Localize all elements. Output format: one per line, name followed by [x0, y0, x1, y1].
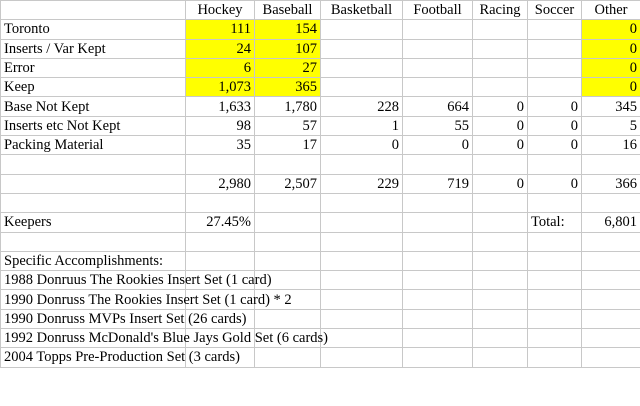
- table-cell[interactable]: [403, 20, 473, 39]
- table-row: [1, 78, 640, 97]
- table-cell[interactable]: 664: [403, 97, 473, 116]
- row-label[interactable]: Error: [1, 58, 186, 77]
- table-cell[interactable]: 0: [582, 78, 640, 97]
- table-cell[interactable]: [321, 20, 403, 39]
- table-cell[interactable]: 5: [582, 116, 640, 135]
- table-cell[interactable]: 0: [473, 136, 528, 155]
- row-label[interactable]: Toronto: [1, 20, 186, 39]
- empty-cell[interactable]: [582, 193, 640, 212]
- total-hockey[interactable]: 2,980: [186, 174, 255, 193]
- row-label[interactable]: Keep: [1, 78, 186, 97]
- table-cell[interactable]: 0: [582, 39, 640, 58]
- empty-cell[interactable]: [186, 155, 255, 174]
- header-row: [1, 1, 640, 20]
- table-cell[interactable]: [403, 39, 473, 58]
- row-label[interactable]: Base Not Kept: [1, 97, 186, 116]
- table-cell[interactable]: 55: [403, 116, 473, 135]
- table-cell[interactable]: 57: [255, 116, 321, 135]
- total-football[interactable]: 719: [403, 174, 473, 193]
- header-cell-blank[interactable]: [1, 1, 186, 20]
- table-cell[interactable]: [403, 58, 473, 77]
- accomplishments-heading[interactable]: Specific Accomplishments:: [1, 251, 186, 270]
- empty-cell[interactable]: [321, 193, 403, 212]
- header-other[interactable]: Other: [582, 1, 640, 20]
- row-label[interactable]: Inserts etc Not Kept: [1, 116, 186, 135]
- table-cell[interactable]: [528, 78, 582, 97]
- empty-cell[interactable]: [473, 213, 528, 232]
- empty-cell[interactable]: [186, 232, 255, 251]
- table-row: [1, 58, 640, 77]
- accomplishment-row: [1, 290, 640, 309]
- table-cell[interactable]: 1,073: [186, 78, 255, 97]
- empty-cell[interactable]: [582, 232, 640, 251]
- table-cell[interactable]: 1,633: [186, 97, 255, 116]
- empty-cell[interactable]: [1, 193, 186, 212]
- table-cell[interactable]: 0: [528, 136, 582, 155]
- total-basketball[interactable]: 229: [321, 174, 403, 193]
- header-football[interactable]: Football: [403, 1, 473, 20]
- table-cell[interactable]: [473, 58, 528, 77]
- empty-cell[interactable]: [321, 155, 403, 174]
- table-cell[interactable]: 35: [186, 136, 255, 155]
- table-cell[interactable]: 98: [186, 116, 255, 135]
- empty-cell[interactable]: [255, 213, 321, 232]
- empty-row: [1, 193, 640, 212]
- empty-cell[interactable]: [186, 193, 255, 212]
- accomplishments-heading-row: [1, 251, 640, 270]
- empty-row: [1, 155, 640, 174]
- table-cell[interactable]: [321, 78, 403, 97]
- empty-cell[interactable]: [473, 193, 528, 212]
- keepers-percent[interactable]: 27.45%: [186, 213, 255, 232]
- table-cell[interactable]: 27: [255, 58, 321, 77]
- header-baseball[interactable]: Baseball: [255, 1, 321, 20]
- empty-cell[interactable]: [1, 232, 186, 251]
- accomplishment-row: [1, 329, 640, 348]
- table-row: [1, 97, 640, 116]
- table-cell[interactable]: 365: [255, 78, 321, 97]
- table-cell[interactable]: 345: [582, 97, 640, 116]
- accomplishment-item[interactable]: 2004 Topps Pre-Production Set (3 cards): [1, 348, 186, 367]
- table-cell[interactable]: 0: [321, 136, 403, 155]
- empty-cell[interactable]: [528, 193, 582, 212]
- table-cell[interactable]: 154: [255, 20, 321, 39]
- empty-cell[interactable]: [403, 155, 473, 174]
- empty-cell[interactable]: [582, 155, 640, 174]
- table-cell[interactable]: 0: [582, 20, 640, 39]
- totals-row: [1, 174, 640, 193]
- table-cell[interactable]: 17: [255, 136, 321, 155]
- total-other[interactable]: 366: [582, 174, 640, 193]
- table-cell[interactable]: [473, 39, 528, 58]
- accomplishment-row: [1, 309, 640, 328]
- accomplishment-row: [1, 348, 640, 367]
- empty-cell[interactable]: [403, 193, 473, 212]
- header-soccer[interactable]: Soccer: [528, 1, 582, 20]
- table-cell[interactable]: 111: [186, 20, 255, 39]
- total-racing[interactable]: 0: [473, 174, 528, 193]
- table-row: [1, 136, 640, 155]
- table-row: [1, 20, 640, 39]
- keepers-label[interactable]: Keepers: [1, 213, 186, 232]
- empty-cell[interactable]: [1, 155, 186, 174]
- table-cell[interactable]: 0: [473, 116, 528, 135]
- accomplishment-item[interactable]: 1992 Donruss McDonald's Blue Jays Gold Set (6 cards): [1, 329, 186, 348]
- empty-cell[interactable]: [403, 213, 473, 232]
- table-cell[interactable]: 16: [582, 136, 640, 155]
- empty-row: [1, 232, 640, 251]
- table-cell[interactable]: 228: [321, 97, 403, 116]
- header-hockey[interactable]: Hockey: [186, 1, 255, 20]
- table-cell[interactable]: [528, 39, 582, 58]
- table-cell[interactable]: 1,780: [255, 97, 321, 116]
- row-label[interactable]: Packing Material: [1, 136, 186, 155]
- empty-cell[interactable]: [403, 232, 473, 251]
- table-cell[interactable]: [528, 58, 582, 77]
- header-basketball[interactable]: Basketball: [321, 1, 403, 20]
- keepers-row: [1, 213, 640, 232]
- empty-cell[interactable]: [255, 193, 321, 212]
- table-cell[interactable]: 107: [255, 39, 321, 58]
- table-cell[interactable]: [528, 20, 582, 39]
- empty-cell[interactable]: [255, 155, 321, 174]
- accomplishment-item[interactable]: 1990 Donruss The Rookies Insert Set (1 card) * 2: [1, 290, 186, 309]
- empty-cell[interactable]: [321, 232, 403, 251]
- table-cell[interactable]: [473, 20, 528, 39]
- table-row: [1, 39, 640, 58]
- total-value[interactable]: 6,801: [582, 213, 640, 232]
- table-row: [1, 116, 640, 135]
- table-cell[interactable]: 0: [528, 116, 582, 135]
- empty-cell[interactable]: [1, 174, 186, 193]
- table-cell[interactable]: [321, 58, 403, 77]
- table-cell[interactable]: [403, 78, 473, 97]
- empty-cell[interactable]: [528, 155, 582, 174]
- table-cell[interactable]: 1: [321, 116, 403, 135]
- empty-cell[interactable]: [473, 232, 528, 251]
- table-cell[interactable]: 0: [473, 97, 528, 116]
- total-label[interactable]: Total:: [528, 213, 582, 232]
- accomplishment-item[interactable]: 1990 Donruss MVPs Insert Set (26 cards): [1, 309, 186, 328]
- accomplishment-item[interactable]: 1988 Donruus The Rookies Insert Set (1 card): [1, 271, 186, 290]
- empty-cell[interactable]: [255, 232, 321, 251]
- header-racing[interactable]: Racing: [473, 1, 528, 20]
- table-cell[interactable]: 24: [186, 39, 255, 58]
- empty-cell[interactable]: [321, 213, 403, 232]
- table-cell[interactable]: 6: [186, 58, 255, 77]
- total-soccer[interactable]: 0: [528, 174, 582, 193]
- table-cell[interactable]: 0: [528, 97, 582, 116]
- total-baseball[interactable]: 2,507: [255, 174, 321, 193]
- empty-cell[interactable]: [473, 155, 528, 174]
- row-label[interactable]: Inserts / Var Kept: [1, 39, 186, 58]
- table-cell[interactable]: 0: [582, 58, 640, 77]
- empty-cell[interactable]: [528, 232, 582, 251]
- accomplishment-row: [1, 271, 640, 290]
- table-cell[interactable]: [473, 78, 528, 97]
- table-cell[interactable]: 0: [403, 136, 473, 155]
- table-cell[interactable]: [321, 39, 403, 58]
